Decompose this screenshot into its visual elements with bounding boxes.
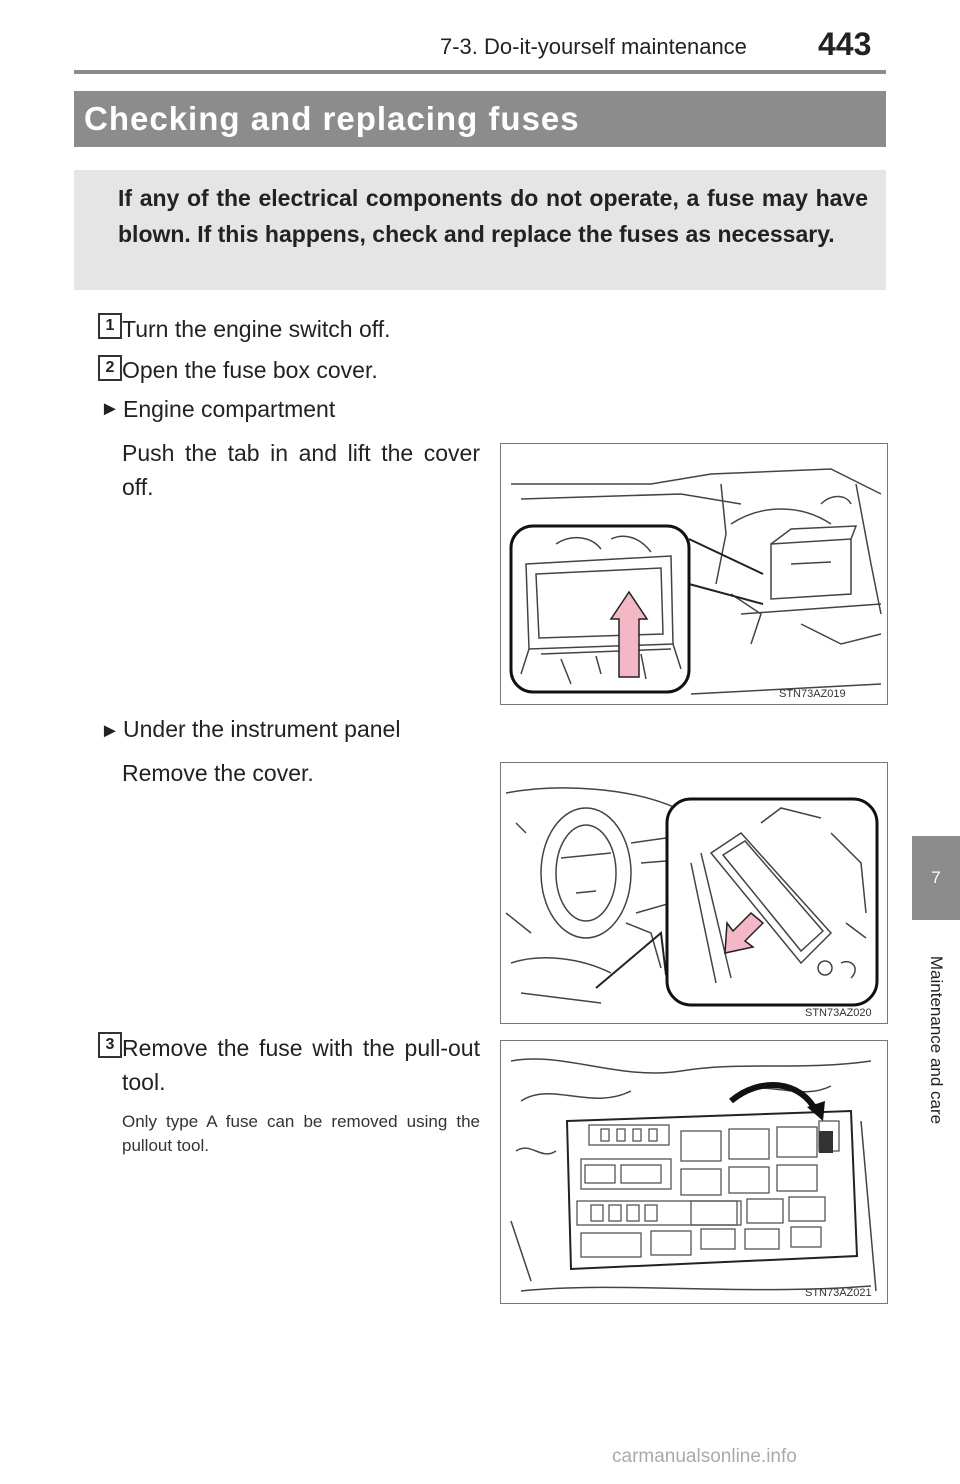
step-1-badge: 1 bbox=[98, 313, 122, 339]
page-number: 443 bbox=[818, 26, 872, 62]
fuse-box-engine-illustration bbox=[501, 444, 887, 704]
step-2-badge: 2 bbox=[98, 355, 122, 381]
engine-compartment-figure bbox=[500, 443, 888, 705]
fuse-pullout-illustration bbox=[501, 1041, 887, 1303]
bullet-arrow-icon: ► bbox=[100, 398, 120, 420]
engine-compartment-instruction: Push the tab in and lift the cover off. bbox=[122, 440, 480, 500]
engine-compartment-heading: Engine compartment bbox=[123, 396, 336, 422]
page-title: Checking and replacing fuses bbox=[84, 100, 580, 137]
figure-code-020: STN73AZ020 bbox=[805, 1007, 872, 1019]
figure-code-021: STN73AZ021 bbox=[805, 1287, 872, 1299]
instrument-panel-instruction: Remove the cover. bbox=[122, 760, 314, 786]
watermark: carmanualsonline.info bbox=[612, 1446, 797, 1467]
figure-code-019: STN73AZ019 bbox=[779, 688, 846, 700]
header-rule bbox=[74, 70, 886, 74]
step-2-text: Open the fuse box cover. bbox=[122, 357, 378, 383]
instrument-panel-heading: Under the instrument panel bbox=[123, 716, 401, 742]
instrument-panel-figure bbox=[500, 762, 888, 1024]
bullet-arrow-icon: ► bbox=[100, 720, 120, 742]
step-3-text: Remove the fuse with the pull-out tool. bbox=[122, 1035, 480, 1095]
section-header: 7-3. Do-it-yourself maintenance bbox=[440, 34, 747, 59]
step-1-text: Turn the engine switch off. bbox=[122, 316, 391, 342]
step-3-badge: 3 bbox=[98, 1032, 122, 1058]
intro-text: If any of the electrical components do not operate, a fuse may have blown. If this happens, check and replace the fuses as necessary. bbox=[118, 185, 868, 247]
chapter-tab: 7 bbox=[912, 836, 960, 920]
chapter-title-vertical: Maintenance and care bbox=[927, 955, 946, 1125]
step-3-note: Only type A fuse can be removed using the pullout tool. bbox=[122, 1112, 480, 1155]
fuse-box-dashboard-illustration bbox=[501, 763, 887, 1023]
fuse-pullout-figure bbox=[500, 1040, 888, 1304]
